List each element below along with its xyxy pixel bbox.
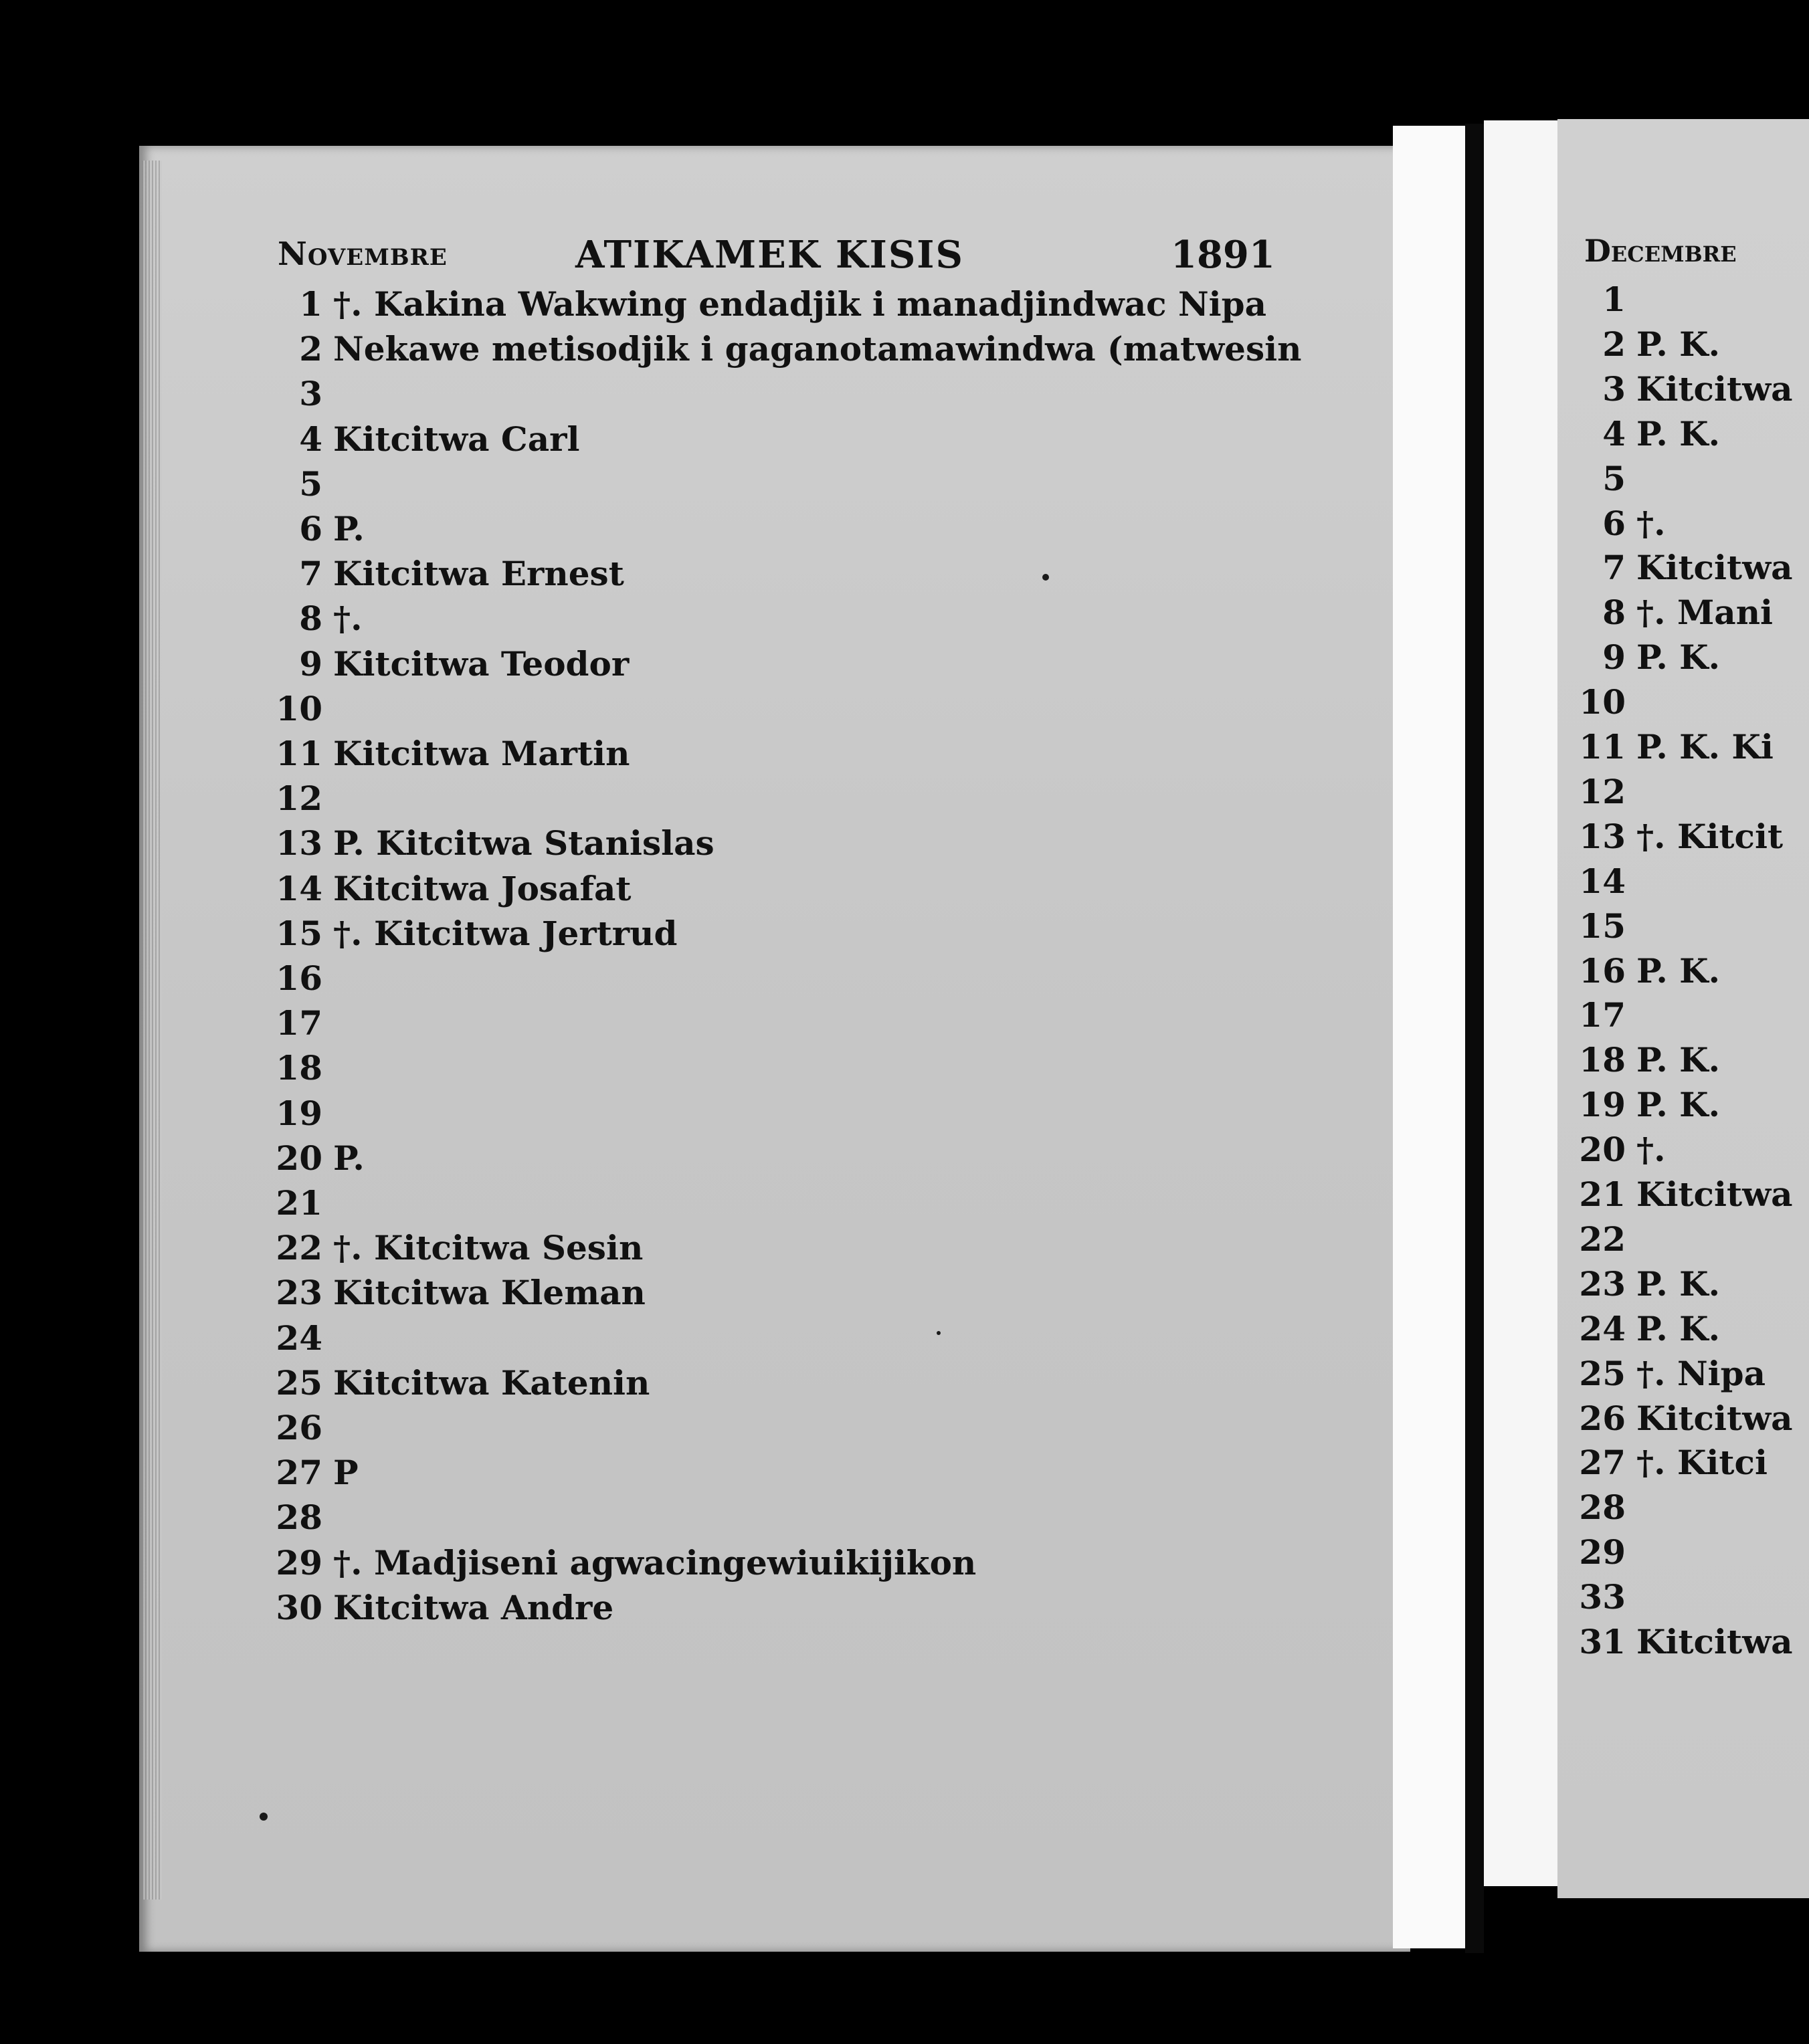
calendar-day-row [1579,1130,1666,1169]
calendar-day-row [268,689,333,728]
calendar-day-row [268,1138,365,1178]
calendar-day-row [1579,1085,1720,1124]
right-month-heading: Decembre [1584,233,1737,269]
day-number: 16 [1579,950,1626,991]
day-number: 1 [1602,280,1626,319]
calendar-title: ATIKAMEK KISIS [575,233,964,277]
calendar-day-row [268,599,363,638]
calendar-day-row [1579,1354,1766,1393]
calendar-day-row [268,644,629,684]
day-number: 17 [1579,995,1626,1035]
left-month-heading: Novembre [278,235,448,273]
calendar-day-row [1579,504,1666,543]
day-note: P. K. [1636,1263,1720,1304]
day-number: 10 [1579,682,1626,722]
day-number: 4 [1602,413,1626,453]
day-number: 4 [299,419,322,459]
calendar-day-row [1579,593,1773,632]
day-note: P. Kitcitwa Stanislas [333,823,715,863]
calendar-day-row [268,869,631,908]
calendar-day-row [268,734,630,773]
day-note: P [333,1453,359,1493]
day-number: 29 [1579,1532,1626,1572]
day-number: 26 [276,1408,322,1447]
day-note: Kitcitwa Carl [333,419,580,459]
calendar-day-row [268,554,624,593]
day-note: †. Kitcitwa Jertrud [333,913,678,953]
day-note: P. K. [1636,1308,1720,1348]
day-note: Kitcitwa Josafat [333,868,632,908]
day-number: 12 [276,779,322,819]
calendar-day-row [1579,1040,1720,1080]
day-number: 3 [1602,369,1626,409]
day-number: 11 [276,734,322,773]
calendar-day-row [1579,995,1636,1035]
calendar-day-row [1579,459,1636,498]
calendar-day-row [1579,369,1793,409]
day-number: 7 [1602,548,1626,588]
calendar-day-row [1579,682,1636,722]
calendar-day-row [1579,861,1636,901]
day-note: Kitcitwa [1636,1622,1793,1661]
calendar-day-row [1579,414,1720,453]
day-note: Kitcitwa Martin [333,734,630,773]
day-number: 15 [276,913,322,953]
gutter [1393,126,1465,1948]
day-note: †. Mani [1636,593,1774,633]
calendar-day-row [268,1228,643,1267]
calendar-day-row [1579,1264,1720,1304]
day-note: Kitcitwa Ernest [333,554,624,594]
calendar-day-row [268,1048,333,1088]
day-number: 9 [1602,637,1626,678]
day-note: P. K. Ki [1636,727,1774,766]
calendar-day-row [1579,906,1636,946]
calendar-day-row [268,1543,976,1582]
calendar-day-row [1579,1174,1793,1214]
calendar-day-row [1579,817,1783,856]
calendar-day-row [268,1498,333,1537]
calendar-day-row [1579,951,1720,991]
calendar-year: 1891 [1171,233,1275,277]
day-number: 20 [276,1138,322,1178]
day-number: 16 [276,958,322,998]
calendar-day-row [1579,727,1774,766]
day-number: 14 [276,868,322,908]
day-note: P. K. [1636,950,1720,991]
day-note: †. Nipa [1636,1353,1766,1393]
ink-speck [260,1813,268,1821]
day-note: †. [333,599,363,639]
calendar-day-row [268,1094,333,1133]
day-note: Kitcitwa Katenin [333,1362,650,1403]
calendar-day-row [268,1003,333,1043]
day-number: 21 [1579,1174,1626,1214]
calendar-day-row [268,1408,333,1447]
day-note: †. [1636,503,1666,543]
day-number: 24 [1579,1308,1626,1348]
day-number: 13 [1579,816,1626,856]
day-note: Nekawe metisodjik i gaganotamawindwa (matwesin [333,329,1302,369]
day-number: 19 [276,1093,322,1133]
day-number: 23 [276,1273,322,1313]
calendar-day-row [1579,772,1636,811]
day-note: †. Kitcit [1636,816,1784,856]
day-number: 12 [1579,771,1626,811]
day-number: 2 [299,329,322,369]
calendar-day-row [1579,1309,1720,1348]
day-number: 7 [299,554,322,594]
calendar-day-row [268,914,677,953]
calendar-day-row [268,958,333,998]
calendar-day-row [1579,280,1636,319]
day-note: Kitcitwa [1636,369,1793,409]
day-note: †. Madjiseni agwacingewiuikijikon [333,1542,977,1582]
day-note: Kitcitwa [1636,548,1793,588]
calendar-day-row [268,1183,333,1223]
calendar-day-row [1579,1488,1636,1527]
day-number: 19 [1579,1085,1626,1125]
day-number: 31 [1579,1622,1626,1661]
day-number: 3 [299,374,322,414]
gutter [1484,120,1557,1886]
day-note: †. Kakina Wakwing endadjik i manadjindwac Nipa [333,284,1266,324]
day-number: 11 [1579,727,1626,766]
day-number: 27 [276,1453,322,1493]
day-number: 26 [1579,1398,1626,1438]
day-note: P. K. [1636,413,1720,453]
day-number: 8 [1602,593,1626,633]
calendar-day-row [268,464,333,504]
day-number: 27 [1579,1443,1626,1483]
calendar-day-row [1579,1399,1793,1438]
day-number: 33 [1579,1577,1626,1617]
day-number: 20 [1579,1130,1626,1170]
calendar-day-row [1579,324,1720,364]
calendar-day-row [268,823,715,863]
day-number: 22 [276,1228,322,1268]
day-note: Kitcitwa [1636,1398,1793,1438]
day-note: P. K. [1636,1040,1720,1080]
calendar-day-row [268,1588,613,1627]
day-note: P. [333,509,365,548]
day-number: 1 [299,284,322,324]
day-number: 18 [276,1048,322,1088]
calendar-day-row [268,1453,359,1492]
day-number: 21 [276,1183,322,1223]
day-number: 5 [299,464,322,504]
calendar-day-row [1579,637,1720,677]
day-note: †. Kitci [1636,1443,1768,1483]
day-note: †. Kitcitwa Sesin [333,1228,644,1268]
calendar-day-row [268,1273,646,1312]
calendar-day-row [1579,1622,1793,1661]
day-note: P. K. [1636,324,1720,364]
calendar-day-row [268,779,333,818]
day-number: 25 [1579,1353,1626,1393]
calendar-day-row [268,1363,650,1403]
day-number: 28 [1579,1488,1626,1528]
calendar-day-row [268,329,1301,369]
calendar-day-row [268,284,1266,324]
day-note: P. [333,1138,365,1178]
calendar-day-row [1579,548,1793,587]
ink-speck [937,1331,941,1335]
day-number: 23 [1579,1263,1626,1304]
ink-speck [1042,574,1049,581]
calendar-day-row [268,509,365,548]
calendar-day-row [268,374,333,413]
day-number: 29 [276,1542,322,1582]
day-number: 5 [1602,458,1626,498]
day-note: P. K. [1636,637,1720,678]
day-number: 14 [1579,861,1626,901]
day-number: 9 [299,643,322,684]
calendar-day-row [1579,1219,1636,1259]
day-note: †. [1636,1130,1666,1170]
day-number: 6 [1602,503,1626,543]
day-number: 24 [276,1318,322,1358]
day-number: 8 [299,599,322,639]
day-number: 22 [1579,1219,1626,1259]
day-number: 30 [276,1587,322,1627]
day-number: 25 [276,1362,322,1403]
day-number: 6 [299,509,322,548]
day-number: 17 [276,1003,322,1043]
day-number: 28 [276,1498,322,1538]
calendar-day-row [1579,1532,1636,1572]
day-number: 2 [1602,324,1626,364]
calendar-day-row [1579,1577,1636,1617]
day-note: Kitcitwa Teodor [333,643,630,684]
day-note: P. K. [1636,1085,1720,1125]
day-number: 10 [276,688,322,728]
calendar-day-row [1579,1443,1768,1482]
day-note: Kitcitwa Kleman [333,1273,646,1313]
calendar-day-row [268,1318,333,1358]
page-edges [142,161,162,1900]
calendar-day-row [268,419,579,459]
day-note: Kitcitwa Andre [333,1587,614,1627]
day-number: 15 [1579,906,1626,946]
day-number: 13 [276,823,322,863]
day-note: Kitcitwa [1636,1174,1793,1214]
book-spine [1465,124,1484,1953]
day-number: 18 [1579,1040,1626,1080]
